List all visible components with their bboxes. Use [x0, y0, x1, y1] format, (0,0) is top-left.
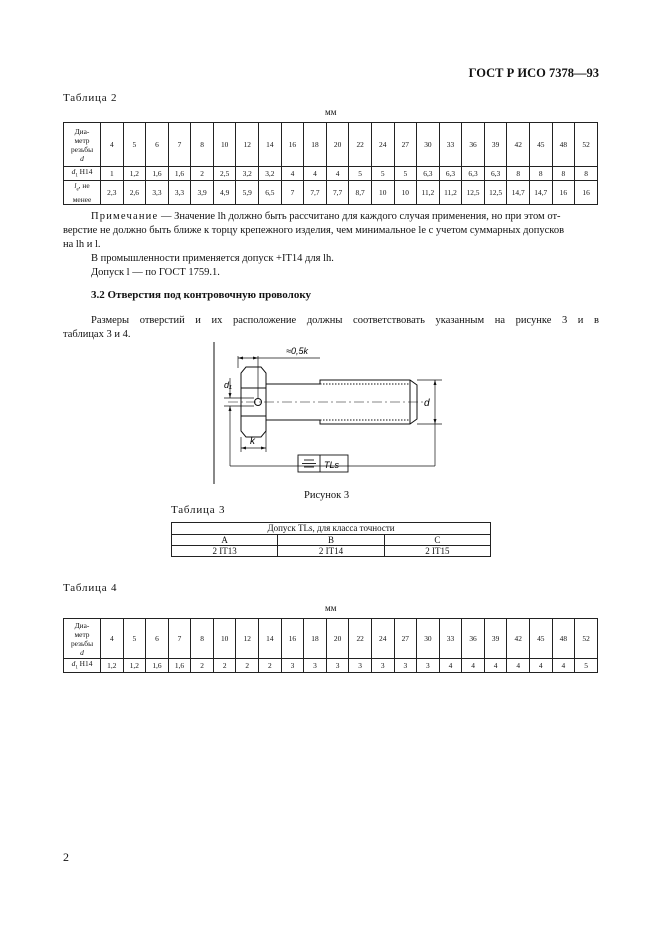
table4-d-cell: 12: [236, 619, 259, 659]
table4-d-cell: 10: [213, 619, 236, 659]
table2-d1-cell: 5: [394, 167, 417, 181]
table4: [63, 618, 598, 673]
table4-d1-cell: 3: [281, 659, 304, 673]
table2-d-cell: 12: [236, 123, 259, 167]
table2-d1-cell: 2: [191, 167, 214, 181]
table2-le-cell: 3,3: [168, 181, 191, 204]
table4-d1-cell: 3: [371, 659, 394, 673]
table2-le-cell: 10: [371, 181, 394, 204]
table2-d-cell: 33: [439, 123, 462, 167]
table2-d-cell: 16: [281, 123, 304, 167]
d-label: d: [424, 398, 430, 409]
table4-d-cell: 42: [507, 619, 530, 659]
bolt-drawing: [210, 340, 450, 490]
table4-d1-cell: 3: [304, 659, 327, 673]
table2-d1-cell: 1,6: [146, 167, 169, 181]
table2-le-cell: 7: [281, 181, 304, 204]
table4-d-cell: 20: [326, 619, 349, 659]
table4-row-d1: [64, 659, 598, 673]
table2-d1-cell: 1,6: [168, 167, 191, 181]
table2-le-cell: 3,3: [146, 181, 169, 204]
table3: [171, 522, 491, 557]
table4-d1-cell: 1,2: [123, 659, 146, 673]
table4-d-cell: 4: [101, 619, 124, 659]
table2-le-cell: 11,2: [417, 181, 440, 204]
table4-d-cell: 6: [146, 619, 169, 659]
table3-value-b: 2 IT14: [278, 546, 384, 557]
table4-d1-cell: 1,2: [101, 659, 124, 673]
table2-d1-cell: 8: [529, 167, 552, 181]
table2-d-cell: 39: [484, 123, 507, 167]
table2-row-d1: [64, 167, 598, 181]
table2-le-cell: 8,7: [349, 181, 372, 204]
paragraph-line2: таблицах 3 и 4.: [63, 329, 131, 340]
table2-d-cell: 45: [529, 123, 552, 167]
paragraph-line1: Размеры отверстий и их расположение должны соответствовать указанным на рисунке 3 и в: [91, 315, 599, 326]
table4-d-cell: 27: [394, 619, 417, 659]
table2-d1-cell: 6,3: [417, 167, 440, 181]
table4-d1-cell: 4: [484, 659, 507, 673]
table2-label-d: Диа- метр резьбы d: [64, 123, 101, 167]
table4-d-cell: 14: [259, 619, 282, 659]
table2-d-cell: 48: [552, 123, 575, 167]
table4-label-d1: $d_1$ H14: [64, 659, 101, 673]
table4-d1-cell: 3: [349, 659, 372, 673]
table4-d-cell: 7: [168, 619, 191, 659]
table2-d-cell: 20: [326, 123, 349, 167]
figure-caption: Рисунок 3: [304, 490, 350, 501]
table4-d-cell: 52: [575, 619, 598, 659]
table2-d1-cell: 8: [507, 167, 530, 181]
table4-d1-cell: 3: [394, 659, 417, 673]
chamfer-label: ≈0,5k: [286, 346, 308, 356]
table4-label-d: Диа- метр резьбы d: [64, 619, 101, 659]
table2-le-cell: 7,7: [304, 181, 327, 204]
table3-class-b: B: [278, 535, 384, 546]
table2-d1-cell: 3,2: [236, 167, 259, 181]
table2-le-cell: 16: [575, 181, 598, 204]
table4-d1-cell: 1,6: [146, 659, 169, 673]
section-title: 3.2 Отверстия под контровочную проволоку: [91, 289, 312, 301]
table2-d-cell: 8: [191, 123, 214, 167]
table2-le-cell: 12,5: [484, 181, 507, 204]
note-label: Примечание: [91, 211, 159, 222]
table2-d1-cell: 5: [349, 167, 372, 181]
tl-label: TLs: [324, 460, 340, 470]
table2-le-cell: 3,9: [191, 181, 214, 204]
d1-label: d₁: [224, 380, 232, 390]
table2-le-cell: 11,2: [439, 181, 462, 204]
table4-d1-cell: 2: [259, 659, 282, 673]
note-line1: [91, 210, 599, 225]
table2-d-cell: 6: [146, 123, 169, 167]
table4-d-cell: 22: [349, 619, 372, 659]
table2-d1-cell: 1,2: [123, 167, 146, 181]
table4-d-cell: 48: [552, 619, 575, 659]
table2: [63, 122, 598, 205]
table2-le-cell: 12,5: [462, 181, 485, 204]
table2-d-cell: 10: [213, 123, 236, 167]
table4-d-cell: 45: [529, 619, 552, 659]
table2-d1-cell: 2,5: [213, 167, 236, 181]
table4-d1-cell: 4: [552, 659, 575, 673]
k-label: k: [250, 436, 255, 447]
table2-d-cell: 7: [168, 123, 191, 167]
table2-le-cell: 10: [394, 181, 417, 204]
note-line2: верстие не должно быть ближе к торцу крепежного изделия, чем минимальное le с учетом суммарных допусков: [63, 225, 565, 236]
table4-d1-cell: 1,6: [168, 659, 191, 673]
table2-le-cell: 6,5: [259, 181, 282, 204]
table2-d1-cell: 8: [552, 167, 575, 181]
table4-d1-cell: 4: [462, 659, 485, 673]
table4-d-cell: 18: [304, 619, 327, 659]
table4-d-cell: 33: [439, 619, 462, 659]
table4-d-cell: 36: [462, 619, 485, 659]
table4-d-cell: 24: [371, 619, 394, 659]
table4-d-cell: 5: [123, 619, 146, 659]
table3-header: Допуск TLs, для класса точности: [172, 523, 491, 535]
table2-d1-cell: 8: [575, 167, 598, 181]
table2-d1-cell: 6,3: [439, 167, 462, 181]
table4-caption: Таблица 4: [63, 582, 118, 594]
table4-d1-cell: 3: [326, 659, 349, 673]
table2-label-d1: $d_1$ H14: [64, 167, 101, 181]
table2-d-cell: 30: [417, 123, 440, 167]
table4-d-cell: 30: [417, 619, 440, 659]
table4-row-d: [64, 619, 598, 659]
table2-d1-cell: 6,3: [462, 167, 485, 181]
table2-le-cell: 2,6: [123, 181, 146, 204]
table3-class-a: A: [172, 535, 278, 546]
table2-unit: мм: [325, 107, 337, 117]
table2-le-cell: 7,7: [326, 181, 349, 204]
table2-d-cell: 5: [123, 123, 146, 167]
note-text-1: — Значение lh должно быть рассчитано для каждого случая применения, но при этом от-: [158, 211, 561, 222]
table2-d1-cell: 4: [281, 167, 304, 181]
table2-d1-cell: 3,2: [259, 167, 282, 181]
table4-d1-cell: 2: [191, 659, 214, 673]
table2-d1-cell: 1: [101, 167, 124, 181]
table2-le-cell: 2,3: [101, 181, 124, 204]
table4-d1-cell: 4: [439, 659, 462, 673]
table4-d1-cell: 2: [213, 659, 236, 673]
note-line4: В промышленности применяется допуск +IT14 для lh.: [91, 253, 334, 264]
table4-d1-cell: 4: [529, 659, 552, 673]
table2-le-cell: 4,9: [213, 181, 236, 204]
table2-row-le: [64, 181, 598, 204]
table4-d-cell: 16: [281, 619, 304, 659]
table2-d-cell: 27: [394, 123, 417, 167]
table2-d-cell: 14: [259, 123, 282, 167]
table2-d1-cell: 5: [371, 167, 394, 181]
table3-class-c: C: [384, 535, 490, 546]
note-line5: Допуск l — по ГОСТ 1759.1.: [91, 267, 220, 278]
table2-label-le: $l_e$, не менее: [64, 181, 101, 204]
document-code: ГОСТ Р ИСО 7378—93: [468, 66, 599, 80]
table2-d-cell: 22: [349, 123, 372, 167]
table4-d1-cell: 5: [575, 659, 598, 673]
table2-d-cell: 42: [507, 123, 530, 167]
table2-le-cell: 14,7: [507, 181, 530, 204]
table2-d-cell: 18: [304, 123, 327, 167]
page-number: 2: [63, 850, 69, 864]
table2-le-cell: 5,9: [236, 181, 259, 204]
table4-d1-cell: 3: [417, 659, 440, 673]
table4-unit: мм: [325, 603, 337, 613]
table4-d-cell: 8: [191, 619, 214, 659]
table2-caption: Таблица 2: [63, 92, 118, 104]
table2-d1-cell: 6,3: [484, 167, 507, 181]
table4-d1-cell: 4: [507, 659, 530, 673]
table2-d-cell: 4: [101, 123, 124, 167]
table2-d-cell: 52: [575, 123, 598, 167]
table2-d1-cell: 4: [326, 167, 349, 181]
note-line3: на lh и l.: [63, 239, 101, 250]
table2-le-cell: 16: [552, 181, 575, 204]
table4-d1-cell: 2: [236, 659, 259, 673]
table3-value-c: 2 IT15: [384, 546, 490, 557]
table2-d-cell: 36: [462, 123, 485, 167]
table2-d-cell: 24: [371, 123, 394, 167]
table2-le-cell: 14,7: [529, 181, 552, 204]
table3-caption: Таблица 3: [171, 504, 226, 516]
table3-value-a: 2 IT13: [172, 546, 278, 557]
table2-d1-cell: 4: [304, 167, 327, 181]
table2-row-d: [64, 123, 598, 167]
table4-d-cell: 39: [484, 619, 507, 659]
